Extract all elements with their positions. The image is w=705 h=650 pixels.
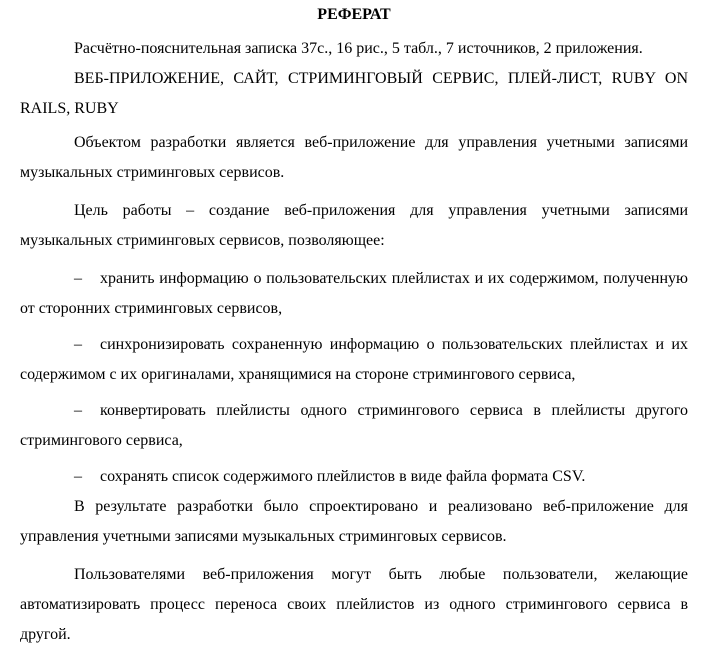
list-dash: – (74, 270, 82, 287)
document-title: РЕФЕРАТ (317, 6, 391, 23)
list-item-text: сохранять список содержимого плейлистов в виде файла формата CSV. (100, 468, 586, 485)
list-item-text: конвертировать плейлисты одного стримингового сервиса в плейлисты другого стримингового сервиса, (20, 402, 688, 449)
result-paragraph: В результате разработки было спроектировано и реализовано веб-приложение для управления учетными записями музыкальных стриминговых сервисов. (20, 498, 688, 545)
list-dash: – (74, 468, 82, 485)
list-dash: – (74, 336, 82, 353)
goal-list (20, 264, 688, 492)
list-item (20, 462, 688, 492)
object-paragraph: Объектом разработки является веб-приложение для управления учетными записями музыкальных стриминговых сервисов. (20, 134, 688, 181)
goal-paragraph: Цель работы – создание веб-приложения для управления учетными записями музыкальных стриминговых сервисов, позволяющее: (20, 202, 688, 249)
keywords-paragraph: ВЕБ-ПРИЛОЖЕНИЕ, САЙТ, СТРИМИНГОВЫЙ СЕРВИС, ПЛЕЙ-ЛИСТ, RUBY ON RAILS, RUBY (20, 70, 688, 117)
list-item-text: синхронизировать сохраненную информацию о пользовательских плейлистах и их содержимом с их оригиналами, хранящимися на стороне стримингового сервиса, (20, 336, 688, 383)
summary-paragraph: Расчётно-пояснительная записка 37с., 16 рис., 5 табл., 7 источников, 2 приложения. (74, 40, 643, 57)
users-paragraph: Пользователями веб-приложения могут быть любые пользователи, желающие автоматизировать процесс переноса своих плейлистов из одного стримингового сервиса в другой. (20, 566, 688, 643)
list-item (20, 264, 688, 324)
list-item-text: хранить информацию о пользовательских плейлистах и их содержимом, полученную от сторонних стриминговых сервисов, (20, 270, 688, 317)
list-item (20, 396, 688, 456)
list-dash: – (74, 402, 82, 419)
list-item (20, 330, 688, 390)
document-page (20, 4, 688, 650)
